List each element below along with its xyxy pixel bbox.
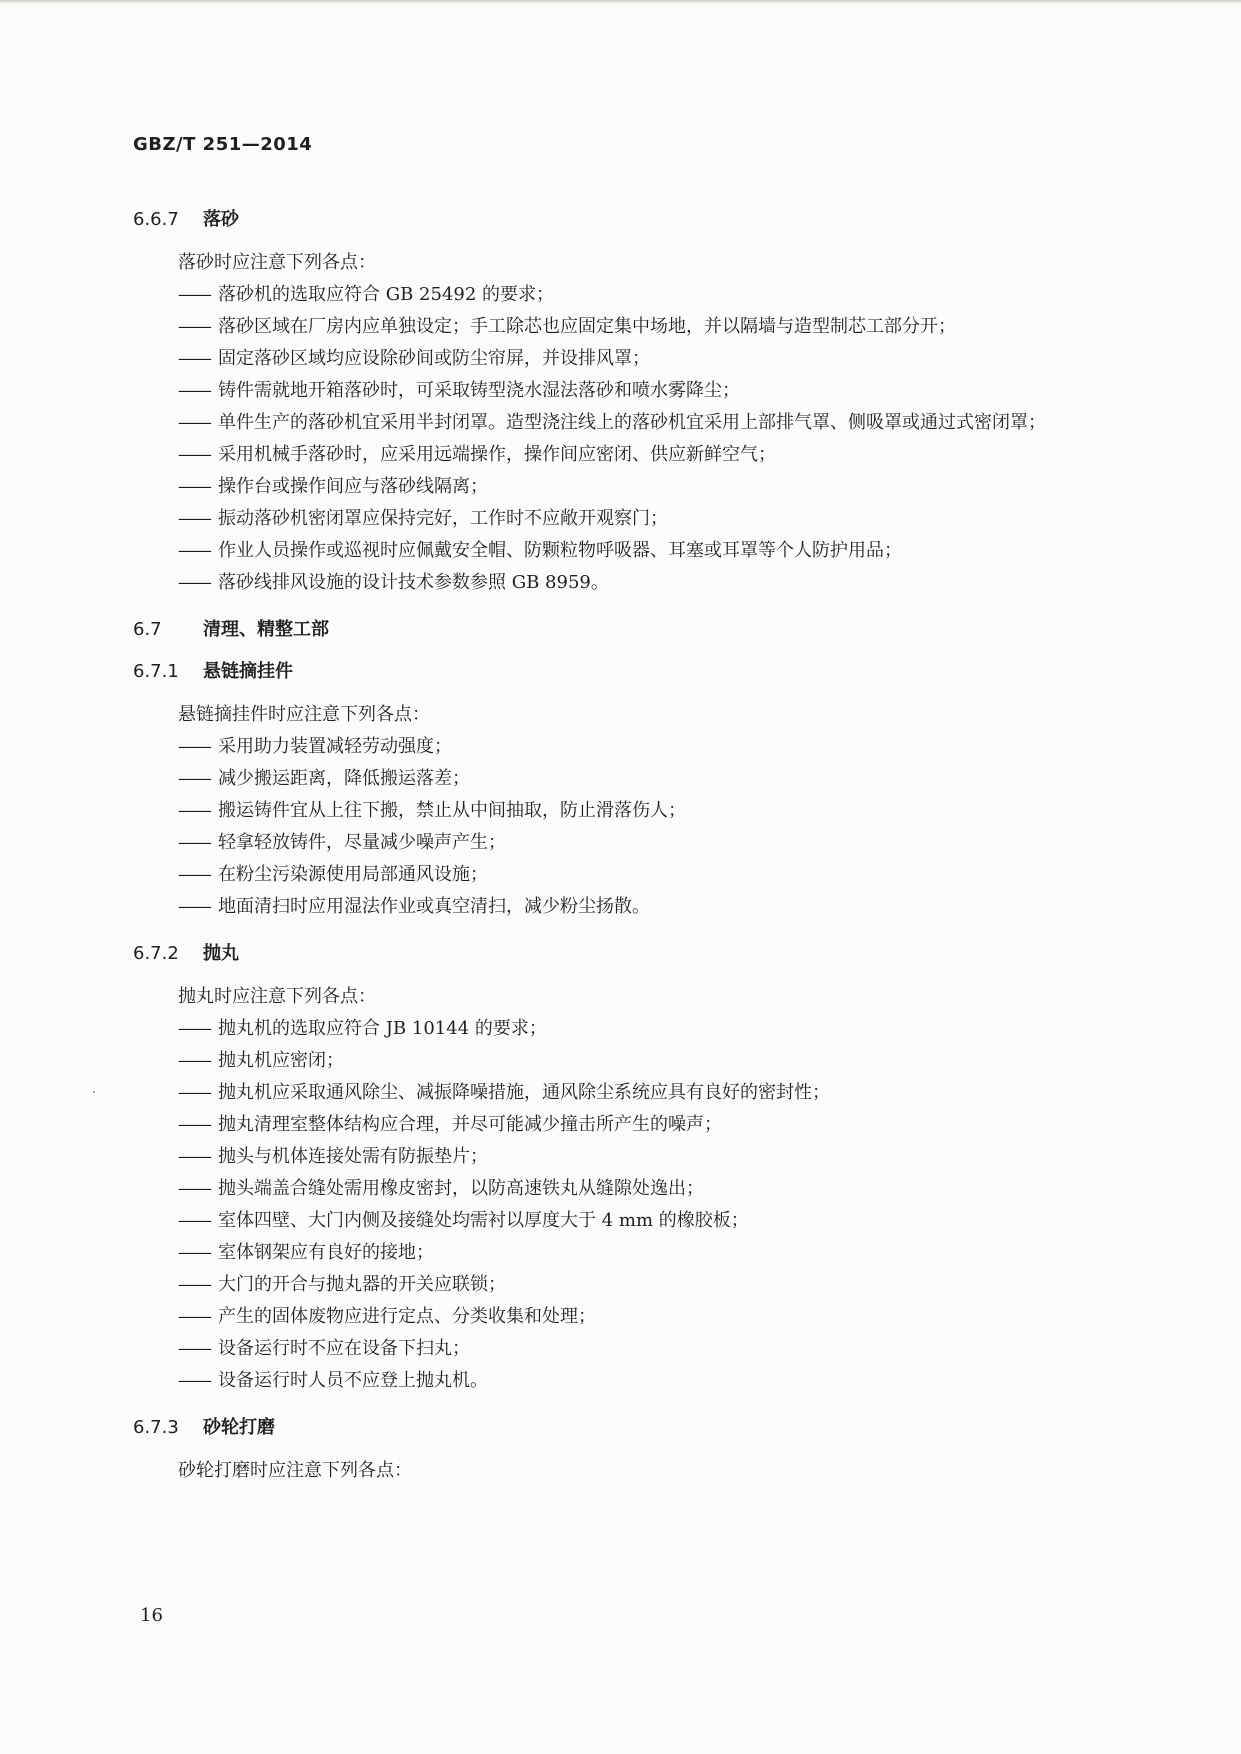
section-heading	[133, 205, 1113, 235]
section-number: 6.7.1	[133, 661, 179, 682]
list-item: —— 操作台或操作间应与落砂线隔离；	[178, 471, 1113, 503]
scan-speck	[93, 1091, 95, 1093]
list-item: —— 落砂区域在厂房内应单独设定；手工除芯也应固定集中场地，并以隔墙与造型制芯工部分开；	[178, 311, 1113, 343]
section-title: 悬链摘挂件	[203, 661, 293, 682]
section-6-7-3	[133, 1413, 1113, 1487]
list-item: —— 采用机械手落砂时，应采用远端操作，操作间应密闭、供应新鲜空气；	[178, 439, 1113, 471]
list-item: —— 落砂机的选取应符合 GB 25492 的要求；	[178, 279, 1113, 311]
list-item: —— 搬运铸件宜从上往下搬，禁止从中间抽取，防止滑落伤人；	[178, 795, 1113, 827]
list-item: —— 轻拿轻放铸件，尽量减少噪声产生；	[178, 827, 1113, 859]
requirement-list	[133, 279, 1113, 599]
section-number: 6.6.7	[133, 209, 179, 230]
list-item: —— 抛头与机体连接处需有防振垫片；	[178, 1141, 1113, 1173]
list-item: —— 抛丸清理室整体结构应合理，并尽可能减少撞击所产生的噪声；	[178, 1109, 1113, 1141]
standard-code-header: GBZ/T 251—2014	[133, 134, 313, 155]
list-item: —— 设备运行时人员不应登上抛丸机。	[178, 1365, 1113, 1397]
section-6-6-7	[133, 205, 1113, 609]
section-heading	[133, 615, 1113, 645]
list-item: —— 减少搬运距离，降低搬运落差；	[178, 763, 1113, 795]
list-item: —— 地面清扫时应用湿法作业或真空清扫，减少粉尘扬散。	[178, 891, 1113, 923]
section-title: 落砂	[203, 209, 239, 230]
document-body	[133, 205, 1113, 1487]
page-number: 16	[140, 1605, 163, 1626]
section-heading	[133, 657, 1113, 687]
list-item: —— 抛头端盖合缝处需用橡皮密封，以防高速铁丸从缝隙处逸出；	[178, 1173, 1113, 1205]
list-item: —— 大门的开合与抛丸器的开关应联锁；	[178, 1269, 1113, 1301]
section-number: 6.7	[133, 619, 162, 640]
requirement-list	[133, 731, 1113, 923]
section-number: 6.7.2	[133, 943, 179, 964]
section-spacer	[133, 1397, 1113, 1407]
section-intro: 悬链摘挂件时应注意下列各点：	[178, 704, 430, 725]
list-item: —— 室体钢架应有良好的接地；	[178, 1237, 1113, 1269]
section-spacer	[133, 923, 1113, 933]
section-intro: 砂轮打磨时应注意下列各点：	[178, 1460, 412, 1481]
section-spacer	[133, 599, 1113, 609]
list-item: —— 在粉尘污染源使用局部通风设施；	[178, 859, 1113, 891]
requirement-list	[133, 1013, 1113, 1397]
list-item: —— 固定落砂区域均应设除砂间或防尘帘屏，并设排风罩；	[178, 343, 1113, 375]
list-item: —— 落砂线排风设施的设计技术参数参照 GB 8959。	[178, 567, 1113, 599]
list-item: —— 单件生产的落砂机宜采用半封闭罩。造型浇注线上的落砂机宜采用上部排气罩、侧吸罩或通过式密闭罩；	[178, 407, 1113, 439]
list-item: —— 抛丸机应密闭；	[178, 1045, 1113, 1077]
list-item: —— 抛丸机的选取应符合 JB 10144 的要求；	[178, 1013, 1113, 1045]
section-heading	[133, 1413, 1113, 1443]
list-item: —— 设备运行时不应在设备下扫丸；	[178, 1333, 1113, 1365]
list-item: —— 采用助力装置减轻劳动强度；	[178, 731, 1113, 763]
list-item: —— 室体四壁、大门内侧及接缝处均需衬以厚度大于 4 mm 的橡胶板；	[178, 1205, 1113, 1237]
list-item: —— 作业人员操作或巡视时应佩戴安全帽、防颗粒物呼吸器、耳塞或耳罩等个人防护用品；	[178, 535, 1113, 567]
section-6-7-1	[133, 657, 1113, 933]
top-edge-shadow	[0, 0, 1241, 4]
list-item: —— 振动落砂机密闭罩应保持完好，工作时不应敞开观察门；	[178, 503, 1113, 535]
list-item: —— 产生的固体废物应进行定点、分类收集和处理；	[178, 1301, 1113, 1333]
section-title: 抛丸	[203, 943, 239, 964]
list-item: —— 抛丸机应采取通风除尘、减振降噪措施，通风除尘系统应具有良好的密封性；	[178, 1077, 1113, 1109]
section-6-7	[133, 615, 1113, 645]
section-title: 清理、精整工部	[203, 619, 329, 640]
section-title: 砂轮打磨	[203, 1417, 275, 1438]
section-intro: 落砂时应注意下列各点：	[178, 252, 376, 273]
list-item: —— 铸件需就地开箱落砂时，可采取铸型浇水湿法落砂和喷水雾降尘；	[178, 375, 1113, 407]
section-6-7-2	[133, 939, 1113, 1407]
section-intro: 抛丸时应注意下列各点：	[178, 986, 376, 1007]
section-number: 6.7.3	[133, 1417, 179, 1438]
section-heading	[133, 939, 1113, 969]
